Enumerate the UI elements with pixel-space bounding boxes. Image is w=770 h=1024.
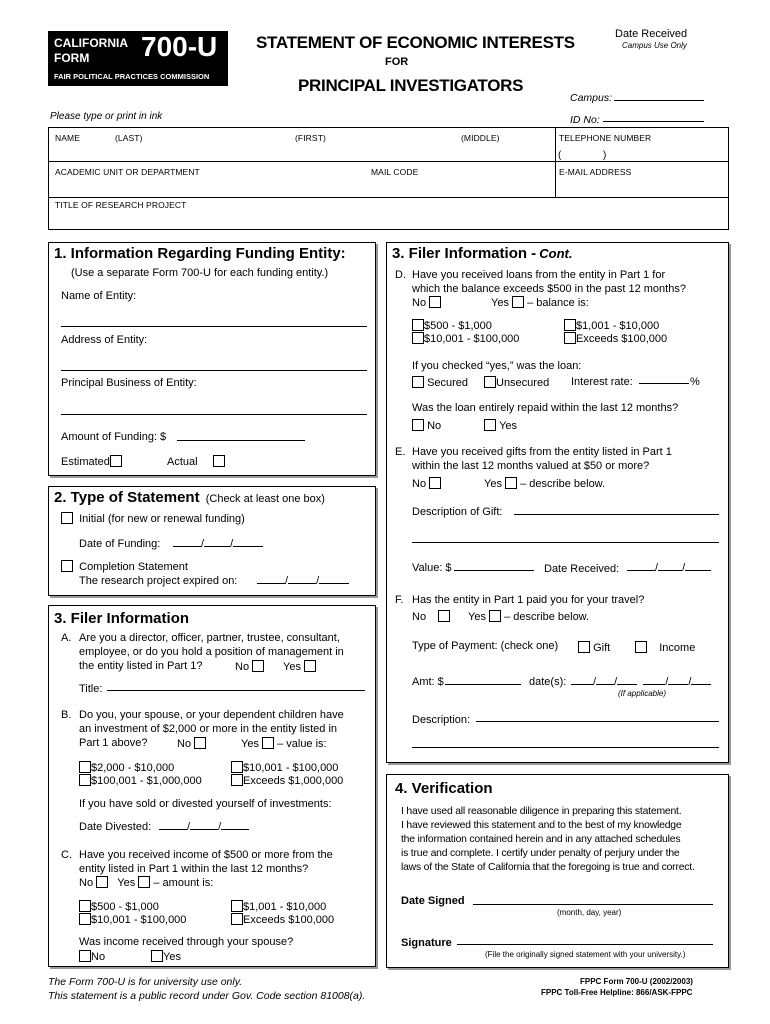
completion-checkbox[interactable] [61,560,73,572]
question-c-marker: C. [61,849,72,861]
expired-label: The research project expired on: [79,575,238,587]
b-range-4 [231,774,343,787]
question-e-line1: Have you received gifts from the entity listed in Part 1 [412,446,672,458]
question-c-line1: Have you received income of $500 or more from the [79,849,333,861]
d-range-4-checkbox[interactable] [564,332,576,344]
d-no-option [412,296,441,309]
spouse-no-label: No [91,951,106,963]
f-no-option [412,610,450,623]
funding-date-field[interactable]: / / [173,537,263,550]
entity-name-field[interactable] [61,317,367,327]
question-a-line2: employee, or do you hold a position of management in [79,646,344,658]
amount-label: Amt: $ [412,676,444,688]
first-name-label: (FIRST) [295,133,326,143]
footer-helpline: FPPC Toll-Free Helpline: 866/ASK-FPPC [541,988,693,997]
d-yes-label: Yes [491,297,509,309]
c-range-4-checkbox[interactable] [231,913,243,925]
c-range-2-label: $1,001 - $10,000 [243,901,327,913]
initial-checkbox[interactable] [61,512,73,524]
campus-field[interactable] [614,91,704,101]
b-no-label: No [177,738,192,750]
b-no-checkbox[interactable] [194,737,206,749]
actual-option [167,455,225,468]
gift-description-field-2[interactable] [412,533,719,543]
org-line1: CALIFORNIA [54,36,128,50]
f-no-label: No [412,611,427,623]
cont-label: Cont. [539,246,573,261]
e-yes-checkbox[interactable] [505,477,517,489]
gift-date-field[interactable]: / / [627,561,711,574]
b-range-2 [231,761,338,774]
if-applicable-note: (If applicable) [618,689,667,698]
b-range-3 [79,774,202,787]
signature-label: Signature [401,937,452,949]
gift-description-field[interactable] [514,505,719,515]
section-1-note: (Use a separate Form 700-U for each funding entity.) [71,267,329,279]
c-range-1 [79,900,159,913]
completion-option [61,560,188,573]
a-no-label: No [235,661,250,673]
payment-gift-label: Gift [593,642,611,654]
d-yes-option [491,296,589,309]
b-range-4-label: Exceeds $1,000,000 [243,775,344,787]
verification-line-2: I have reviewed this statement and to the best of my knowledge [401,820,682,831]
dates-label: date(s): [529,676,567,688]
principal-business-label: Principal Business of Entity: [61,377,197,389]
section-2-statement-type [48,486,376,596]
b-yes-option [241,737,327,750]
gift-date-label: Date Received: [544,563,620,575]
balance-is-label: – balance is: [527,297,589,309]
form-number: 700-U [141,31,218,62]
e-describe-label: – describe below. [520,478,606,490]
question-e-line2: within the last 12 months valued at $50 or more? [412,460,650,472]
actual-label: Actual [167,456,198,468]
name-label: NAME [55,133,80,143]
question-d-line1: Have you received loans from the entity in Part 1 for [412,269,666,281]
repaid-no-checkbox[interactable] [412,419,424,431]
c-range-3-label: $10,001 - $100,000 [91,914,187,926]
c-no-checkbox[interactable] [96,876,108,888]
initial-option [61,512,245,525]
section-2-header [54,489,325,506]
question-a-marker: A. [61,632,72,644]
verification-line-3: the information contained herein and in any attached schedules [401,834,681,845]
title-label: Title: [79,683,103,695]
sold-divested-text: If you have sold or divested yourself of investments: [79,798,332,810]
print-note: Please type or print in ink [50,111,163,122]
question-e-marker: E. [395,446,406,458]
funding-date-label: Date of Funding: [79,538,161,550]
c-no-label: No [79,877,94,889]
question-b-line1: Do you, your spouse, or your dependent children have [79,709,344,721]
question-f-line1: Has the entity in Part 1 paid you for your travel? [412,594,645,606]
secured-label: Secured [427,377,469,389]
secured-option [412,376,468,389]
d-range-4-label: Exceeds $100,000 [576,333,668,345]
d-yes-checkbox[interactable] [512,296,524,308]
value-is-label: – value is: [277,738,327,750]
form-subtitle: PRINCIPAL INVESTIGATORS [298,76,524,95]
question-d-line2: which the balance exceeds $500 in the past 12 months? [412,283,686,295]
spouse-yes-label: Yes [163,951,181,963]
c-range-2-checkbox[interactable] [231,900,243,912]
estimated-checkbox[interactable] [110,455,122,467]
phone-paren-close: ) [603,150,607,161]
d-range-3-label: $10,001 - $100,000 [424,333,520,345]
a-no-checkbox[interactable] [252,660,264,672]
a-yes-checkbox[interactable] [304,660,316,672]
question-b-marker: B. [61,709,72,721]
f-describe-label: – describe below. [504,611,590,623]
d-range-3 [412,332,519,345]
entity-address-label: Address of Entity: [61,334,148,346]
footer-note-1: The Form 700-U is for university use only. [48,976,243,988]
verification-line-5: laws of the State of California that the foregoing is true and correct. [401,862,695,873]
percent-sign: % [690,376,700,388]
section-2-title: 2. Type of Statement [54,489,200,506]
f-no-checkbox[interactable] [438,610,450,622]
verification-line-4: is true and complete. I certify under penalty of perjury under the [401,848,680,859]
f-yes-option [468,610,589,623]
b-range-2-label: $10,001 - $100,000 [243,762,339,774]
repaid-no-label: No [427,420,442,432]
c-range-4 [231,913,334,926]
section-3-title: 3. Filer Information [54,610,190,627]
initial-label: Initial (for new or renewal funding) [79,513,245,525]
b-no-option [177,737,206,750]
d-range-1-label: $500 - $1,000 [424,320,492,332]
question-a-line3: the entity listed in Part 1? [79,660,203,672]
form-id-badge [48,31,228,86]
entity-name-label: Name of Entity: [61,290,137,302]
c-answer-row [79,876,213,889]
f-yes-label: Yes [468,611,486,623]
section-1-funding-entity [48,242,376,476]
amount-field[interactable] [445,675,521,685]
date-divested-field[interactable]: / / [159,820,249,833]
funding-amount-field[interactable] [177,431,305,441]
expired-date-field[interactable]: / / [257,574,349,587]
e-yes-label: Yes [484,478,502,490]
travel-description-label: Description: [412,714,471,726]
phone-paren-open: ( [558,150,562,161]
a-yes-label: Yes [283,661,301,673]
a-no-option [235,660,264,673]
section-4-verification [386,774,729,968]
org-line2: FORM [54,51,90,65]
spouse-yes-option [151,950,181,963]
section-1-title: 1. Information Regarding Funding Entity: [54,245,346,262]
actual-checkbox[interactable] [213,455,225,467]
b-range-1-checkbox[interactable] [79,761,91,773]
c-range-4-label: Exceeds $100,000 [243,914,335,926]
question-c-line2: entity listed in Part 1 within the last 12 months? [79,863,309,875]
d-no-label: No [412,297,427,309]
date-received-label: Date Received [615,28,688,40]
research-title-label: TITLE OF RESEARCH PROJECT [55,200,187,210]
e-no-label: No [412,478,427,490]
middle-name-label: (MIDDLE) [461,133,500,143]
c-range-3 [79,913,186,926]
d-range-2-label: $1,001 - $10,000 [576,320,660,332]
interest-rate-field[interactable] [639,374,689,384]
d-no-checkbox[interactable] [429,296,441,308]
section-4-title: 4. Verification [395,780,493,797]
section-3-continued [386,242,729,763]
unsecured-option [484,376,549,389]
footer-form-version: FPPC Form 700-U (2002/2003) [580,977,693,986]
question-a-line1: Are you a director, officer, partner, trustee, consultant, [79,632,340,644]
repaid-question: Was the loan entirely repaid within the last 12 months? [412,402,679,414]
funding-amount-label: Amount of Funding: $ [61,431,167,443]
email-label: E-MAIL ADDRESS [559,167,632,177]
payment-income-option [635,641,695,654]
campus-label: Campus: [570,92,613,104]
commission-name: FAIR POLITICAL PRACTICES COMMISSION [54,72,210,81]
identification-table [48,127,729,230]
section-3-filer-information [48,605,376,967]
section-3-cont-header [392,245,572,262]
d-range-2-checkbox[interactable] [564,319,576,331]
spouse-income-question: Was income received through your spouse? [79,936,294,948]
question-d-marker: D. [395,269,406,281]
question-b-line2: an investment of $2,000 or more in the entity listed in [79,723,338,735]
travel-description-field[interactable] [476,712,719,722]
academic-unit-label: ACADEMIC UNIT OR DEPARTMENT [55,167,200,177]
file-note: (File the originally signed statement with your university.) [485,950,686,959]
b-range-3-label: $100,001 - $1,000,000 [91,775,202,787]
travel-description-field-2[interactable] [412,738,719,748]
repaid-yes-option [484,419,517,432]
b-range-1-label: $2,000 - $10,000 [91,762,175,774]
date-signed-label: Date Signed [401,895,465,907]
gift-value-label: Value: $ [412,562,452,574]
entity-address-field[interactable] [61,361,367,371]
c-range-3-checkbox[interactable] [79,913,91,925]
date-signed-field[interactable] [473,895,713,905]
secured-checkbox[interactable] [412,376,424,388]
e-no-checkbox[interactable] [429,477,441,489]
question-b-line3: Part 1 above? [79,737,148,749]
last-name-label: (LAST) [115,133,143,143]
payment-type-label: Type of Payment: (check one) [412,640,559,652]
date-divested-label: Date Divested: [79,821,152,833]
estimated-label: Estimated [61,456,110,468]
spouse-no-checkbox[interactable] [79,950,91,962]
section-2-note: (Check at least one box) [205,493,325,505]
footer-note-2: This statement is a public record under Gov. Code section 81008(a). [48,990,366,1002]
d-range-1 [412,319,492,332]
principal-business-field[interactable] [61,405,367,415]
interest-rate-label: Interest rate: [571,376,633,388]
d-range-1-checkbox[interactable] [412,319,424,331]
repaid-yes-checkbox[interactable] [484,419,496,431]
form-title: STATEMENT OF ECONOMIC INTERESTS [256,33,575,52]
payment-gift-checkbox[interactable] [578,641,590,653]
form-title-for: FOR [385,56,409,68]
b-yes-label: Yes [241,738,259,750]
gift-description-label: Description of Gift: [412,506,503,518]
loan-question: If you checked “yes,” was the loan: [412,360,582,372]
a-yes-option [283,660,316,673]
completion-label: Completion Statement [79,561,188,573]
b-range-2-checkbox[interactable] [231,761,243,773]
unsecured-checkbox[interactable] [484,376,496,388]
d-range-4 [564,332,667,345]
payment-income-label: Income [659,642,696,654]
e-yes-option [484,477,605,490]
id-field[interactable] [603,112,704,122]
repaid-yes-label: Yes [499,420,518,432]
b-range-3-checkbox[interactable] [79,774,91,786]
spouse-yes-checkbox[interactable] [151,950,163,962]
b-range-1 [79,761,174,774]
c-yes-label: Yes [117,877,136,889]
unsecured-label: Unsecured [496,377,550,389]
date-format-note: (month, day, year) [557,908,622,917]
amount-is-label: – amount is: [153,877,214,889]
e-no-option [412,477,441,490]
b-yes-checkbox[interactable] [262,737,274,749]
d-range-3-checkbox[interactable] [412,332,424,344]
estimated-option [61,455,122,468]
payment-gift-option [578,641,610,654]
f-yes-checkbox[interactable] [489,610,501,622]
c-range-2 [231,900,326,913]
section-3-cont-title: 3. Filer Information - [392,245,537,262]
b-range-4-checkbox[interactable] [231,774,243,786]
travel-dates-field[interactable]: / / / / [571,675,711,688]
telephone-label: TELEPHONE NUMBER [559,133,652,143]
signature-field[interactable] [457,935,713,945]
id-label: ID No: [570,114,600,126]
repaid-no-option [412,419,441,432]
payment-income-checkbox[interactable] [635,641,647,653]
verification-line-1: I have used all reasonable diligence in preparing this statement. [401,806,682,817]
c-range-1-label: $500 - $1,000 [91,901,159,913]
c-range-1-checkbox[interactable] [79,900,91,912]
c-yes-checkbox[interactable] [138,876,150,888]
title-field[interactable] [107,681,365,691]
mail-code-label: MAIL CODE [371,167,419,177]
spouse-no-option [79,950,105,963]
campus-use-only: Campus Use Only [622,41,687,50]
question-f-marker: F. [395,594,404,606]
gift-value-field[interactable] [454,561,534,571]
d-range-2 [564,319,659,332]
